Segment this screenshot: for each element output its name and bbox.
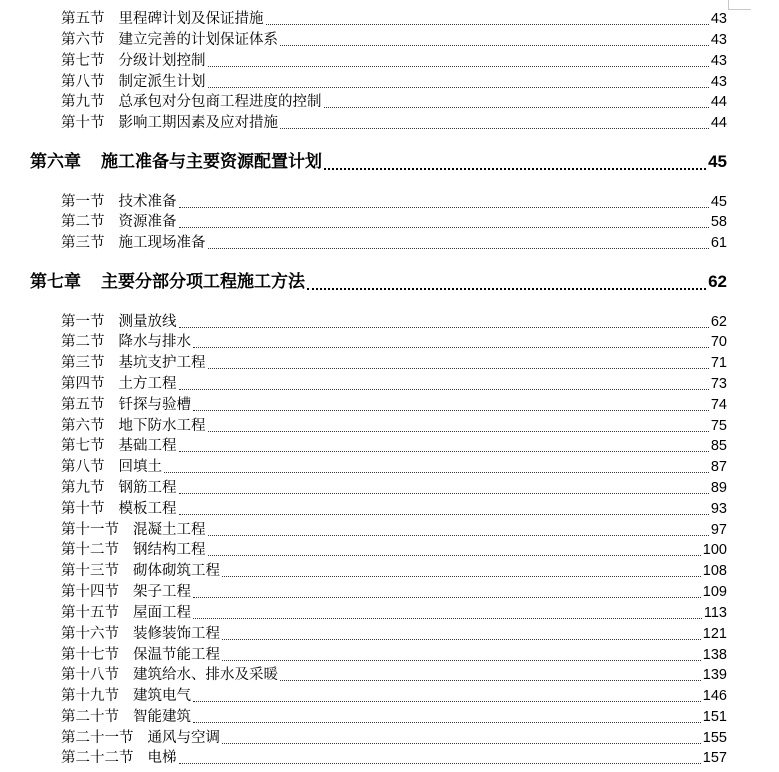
page-number: 62 — [708, 272, 727, 291]
toc-chapter-entry[interactable] — [30, 150, 727, 174]
section-number: 第十六节 — [61, 626, 119, 642]
dot-leader — [179, 451, 709, 452]
section-number: 第七节 — [61, 53, 105, 69]
dot-leader — [193, 701, 701, 702]
section-number: 第二十二节 — [61, 750, 134, 766]
section-title: 屋面工程 — [133, 605, 191, 621]
section-number: 第一节 — [61, 194, 105, 210]
section-number: 第七节 — [61, 438, 105, 454]
toc-entry[interactable] — [61, 30, 727, 50]
page-number: 138 — [702, 647, 727, 663]
toc-entry[interactable] — [61, 374, 727, 394]
toc-entry[interactable] — [61, 645, 727, 665]
section-title: 影响工期因素及应对措施 — [118, 115, 278, 131]
section-title: 分级计划控制 — [118, 53, 206, 69]
page-number: 108 — [702, 563, 727, 579]
dot-leader — [179, 763, 701, 764]
toc-chapter-entry[interactable] — [30, 270, 727, 294]
page-number: 109 — [702, 584, 727, 600]
section-title: 里程碑计划及保证措施 — [118, 11, 264, 27]
page-number: 157 — [702, 750, 727, 766]
toc-entry[interactable] — [61, 51, 727, 71]
toc-entry[interactable] — [61, 395, 727, 415]
section-number: 第十五节 — [61, 605, 119, 621]
section-title: 架子工程 — [133, 584, 191, 600]
dot-leader — [193, 722, 701, 723]
section-title: 制定派生计划 — [118, 74, 206, 90]
section-title: 通风与空调 — [147, 730, 220, 746]
page-number: 155 — [702, 730, 727, 746]
section-title: 技术准备 — [118, 194, 177, 210]
page-number: 97 — [710, 522, 727, 538]
section-number: 第二十一节 — [61, 730, 134, 746]
dot-leader — [193, 410, 709, 411]
section-title: 土方工程 — [118, 376, 177, 392]
section-title: 模板工程 — [118, 501, 177, 517]
page-number: 146 — [702, 688, 727, 704]
page-number: 58 — [710, 214, 727, 230]
section-number: 第二十节 — [61, 709, 119, 725]
dot-leader — [208, 66, 709, 67]
dot-leader — [208, 431, 709, 432]
dot-leader — [266, 24, 709, 25]
section-title: 砌体砌筑工程 — [133, 563, 220, 579]
section-number: 第三节 — [61, 235, 105, 251]
toc-entry[interactable] — [61, 561, 727, 581]
dot-leader — [307, 288, 706, 290]
section-title: 电梯 — [147, 750, 177, 766]
section-title: 回填土 — [118, 459, 162, 475]
dot-leader — [280, 128, 709, 129]
page-number: 73 — [710, 376, 727, 392]
toc-entry[interactable] — [61, 624, 727, 644]
section-number: 第十二节 — [61, 542, 119, 558]
section-number: 第三节 — [61, 355, 105, 371]
dot-leader — [179, 327, 709, 328]
page-corner-mark — [728, 0, 751, 10]
chapter-number: 第七章 — [30, 272, 81, 292]
section-number: 第八节 — [61, 74, 105, 90]
page-number: 61 — [710, 235, 727, 251]
toc-entry[interactable] — [61, 603, 727, 623]
toc-entry[interactable] — [61, 436, 727, 456]
section-number: 第十一节 — [61, 522, 119, 538]
dot-leader — [222, 743, 701, 744]
toc-entry[interactable] — [61, 582, 727, 602]
section-number: 第九节 — [61, 480, 105, 496]
dot-leader — [193, 618, 702, 619]
section-number: 第一节 — [61, 314, 105, 330]
page-number: 44 — [710, 115, 727, 131]
section-number: 第十九节 — [61, 688, 119, 704]
page-number: 70 — [710, 334, 727, 350]
section-title: 地下防水工程 — [118, 418, 206, 434]
dot-leader — [208, 87, 709, 88]
dot-leader — [222, 639, 701, 640]
page-number: 121 — [702, 626, 727, 642]
page-number: 43 — [710, 11, 727, 27]
section-title: 总承包对分包商工程进度的控制 — [118, 94, 322, 110]
section-number: 第九节 — [61, 94, 105, 110]
section-number: 第五节 — [61, 11, 105, 27]
chapter-number: 第六章 — [30, 152, 81, 172]
dot-leader — [280, 680, 701, 681]
dot-leader — [222, 576, 701, 577]
toc-entry[interactable] — [61, 478, 727, 498]
toc-entry[interactable] — [61, 9, 727, 29]
dot-leader — [179, 227, 709, 228]
section-title: 混凝土工程 — [133, 522, 206, 538]
page-number: 74 — [710, 397, 727, 413]
dot-leader — [179, 514, 709, 515]
toc-entry[interactable] — [61, 192, 727, 212]
dot-leader — [164, 472, 709, 473]
section-title: 建筑给水、排水及采暖 — [133, 667, 278, 683]
toc-entry[interactable] — [61, 113, 727, 133]
page-number: 85 — [710, 438, 727, 454]
page-number: 43 — [710, 32, 727, 48]
section-title: 钢筋工程 — [118, 480, 177, 496]
toc-entry[interactable] — [61, 332, 727, 352]
dot-leader — [179, 389, 709, 390]
page-number: 45 — [710, 194, 727, 210]
section-number: 第十节 — [61, 115, 105, 131]
page-number: 43 — [710, 53, 727, 69]
toc-entry[interactable] — [61, 457, 727, 477]
section-number: 第二节 — [61, 334, 105, 350]
section-number: 第十四节 — [61, 584, 119, 600]
toc-entry[interactable] — [61, 72, 727, 92]
dot-leader — [208, 555, 701, 556]
toc-entry[interactable] — [61, 520, 727, 540]
section-number: 第十七节 — [61, 647, 119, 663]
chapter-title: 施工准备与主要资源配置计划 — [101, 152, 322, 172]
dot-leader — [179, 207, 709, 208]
section-title: 建筑电气 — [133, 688, 191, 704]
section-number: 第十三节 — [61, 563, 119, 579]
dot-leader — [208, 248, 709, 249]
toc-entry[interactable] — [61, 416, 727, 436]
section-title: 装修装饰工程 — [133, 626, 220, 642]
toc-entry[interactable] — [61, 707, 727, 727]
toc-entry[interactable] — [61, 748, 727, 768]
section-title: 基础工程 — [118, 438, 177, 454]
section-number: 第八节 — [61, 459, 105, 475]
section-number: 第六节 — [61, 418, 105, 434]
section-title: 降水与排水 — [118, 334, 191, 350]
toc-entry[interactable] — [61, 353, 727, 373]
section-title: 智能建筑 — [133, 709, 191, 725]
dot-leader — [324, 107, 709, 108]
section-title: 钢结构工程 — [133, 542, 206, 558]
dot-leader — [324, 168, 706, 170]
dot-leader — [208, 535, 709, 536]
page-number: 71 — [710, 355, 727, 371]
chapter-title: 主要分部分项工程施工方法 — [101, 272, 305, 292]
page-number: 44 — [710, 94, 727, 110]
section-number: 第六节 — [61, 32, 105, 48]
section-title: 测量放线 — [118, 314, 177, 330]
toc-entry[interactable] — [61, 233, 727, 253]
toc-entry[interactable] — [61, 686, 727, 706]
section-number: 第四节 — [61, 376, 105, 392]
section-number: 第二节 — [61, 214, 105, 230]
page-number: 113 — [703, 605, 727, 621]
section-title: 建立完善的计划保证体系 — [118, 32, 278, 48]
toc-entry[interactable] — [61, 665, 727, 685]
dot-leader — [179, 493, 709, 494]
page-number: 62 — [710, 314, 727, 330]
toc-entry[interactable] — [61, 540, 727, 560]
toc-entry[interactable] — [61, 728, 727, 748]
page-number: 89 — [710, 480, 727, 496]
toc-entry[interactable] — [61, 212, 727, 232]
dot-leader — [193, 597, 701, 598]
dot-leader — [280, 45, 709, 46]
page-number: 93 — [710, 501, 727, 517]
page-number: 151 — [702, 709, 727, 725]
dot-leader — [208, 368, 709, 369]
section-title: 施工现场准备 — [118, 235, 206, 251]
section-title: 保温节能工程 — [133, 647, 220, 663]
dot-leader — [222, 660, 701, 661]
section-title: 钎探与验槽 — [118, 397, 191, 413]
section-number: 第五节 — [61, 397, 105, 413]
dot-leader — [193, 347, 709, 348]
page-number: 45 — [708, 152, 727, 171]
page-number: 43 — [710, 74, 727, 90]
page-number: 100 — [702, 542, 727, 558]
page-number: 75 — [710, 418, 727, 434]
section-title: 基坑支护工程 — [118, 355, 206, 371]
toc-entry[interactable] — [61, 499, 727, 519]
toc-entry[interactable] — [61, 312, 727, 332]
toc-entry[interactable] — [61, 92, 727, 112]
section-number: 第十八节 — [61, 667, 119, 683]
section-number: 第十节 — [61, 501, 105, 517]
page-number: 87 — [710, 459, 727, 475]
page-number: 139 — [702, 667, 727, 683]
section-title: 资源准备 — [118, 214, 177, 230]
